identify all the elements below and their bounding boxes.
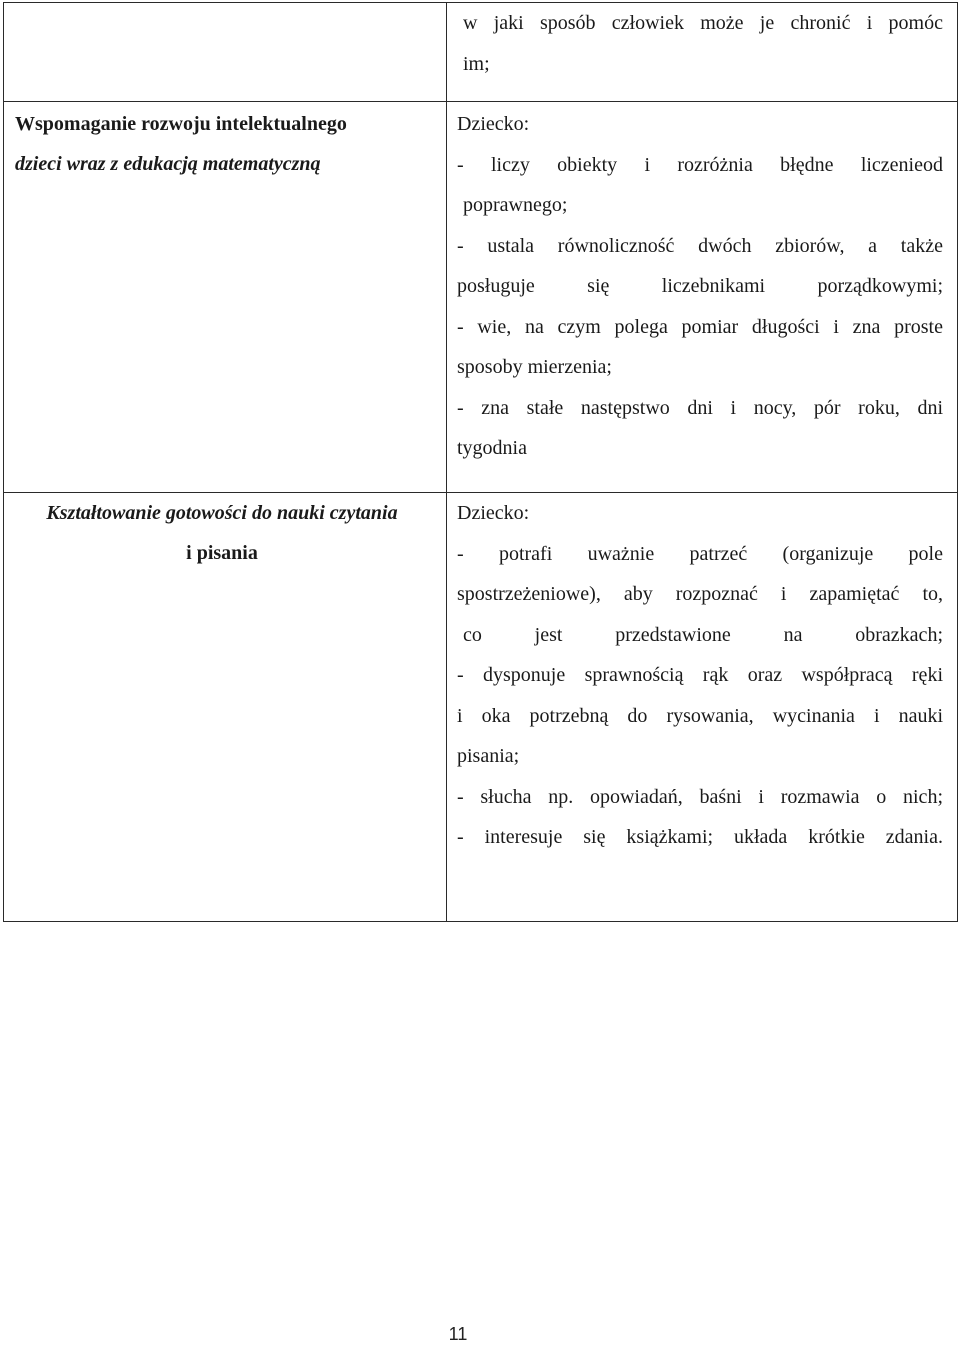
table-row <box>4 493 958 922</box>
outcome-line: - słucha np. opowiadań, baśni i rozmawia o nich; <box>457 785 943 808</box>
outcomes-cell <box>447 102 958 493</box>
outcome-line: - potrafi uważnie patrzeć (organizuje pole <box>457 542 943 565</box>
area-title-line: Kształtowanie gotowości do nauki czytania <box>46 502 398 524</box>
curriculum-table <box>3 2 958 922</box>
area-title <box>4 493 446 573</box>
area-title-line: Wspomaganie rozwoju intelektualnego <box>15 113 347 135</box>
area-cell-empty <box>4 3 447 102</box>
outcomes-cell <box>447 493 958 922</box>
outcome-line: - dysponuje sprawnością rąk oraz współpracą ręki <box>457 664 943 686</box>
outcome-line: - ustala równoliczność dwóch zbiorów, a także <box>457 234 943 257</box>
area-cell <box>4 493 447 922</box>
area-title-line: dzieci wraz z edukacją matematyczną <box>15 153 321 175</box>
outcome-line: - liczy obiekty i rozróżnia błędne liczenieod <box>457 153 943 176</box>
area-title <box>4 102 446 184</box>
outcome-line: pisania; <box>457 745 520 767</box>
outcome-line: Dziecko: <box>457 113 530 135</box>
page-number: 11 <box>448 1324 468 1344</box>
outcome-line: poprawnego; <box>463 194 568 216</box>
table-row <box>4 102 958 493</box>
outcome-line: posługuje się liczebnikami porządkowymi; <box>457 275 943 297</box>
area-cell <box>4 102 447 493</box>
outcome-line: - zna stałe następstwo dni i nocy, pór roku, dni <box>457 396 943 419</box>
outcome-line: i oka potrzebną do rysowania, wycinania i nauki <box>457 704 943 727</box>
outcome-line: - interesuje się książkami; układa krótkie zdania. <box>457 826 943 848</box>
outcome-line: spostrzeżeniowe), aby rozpoznać i zapamiętać to, <box>457 583 943 605</box>
outcome-line: Dziecko: <box>457 502 530 524</box>
outcome-line: w jaki sposób człowiek może je chronić i pomóc <box>463 12 943 34</box>
outcome-line: im; <box>463 52 490 75</box>
table-row <box>4 3 958 102</box>
outcome-line: tygodnia <box>457 437 527 459</box>
outcome-line: co jest przedstawione na obrazkach; <box>463 623 943 646</box>
area-title-line: i pisania <box>186 542 258 564</box>
outcomes-cell <box>447 3 958 102</box>
outcome-line: sposoby mierzenia; <box>457 356 612 378</box>
outcome-line: - wie, na czym polega pomiar długości i zna proste <box>457 315 943 338</box>
